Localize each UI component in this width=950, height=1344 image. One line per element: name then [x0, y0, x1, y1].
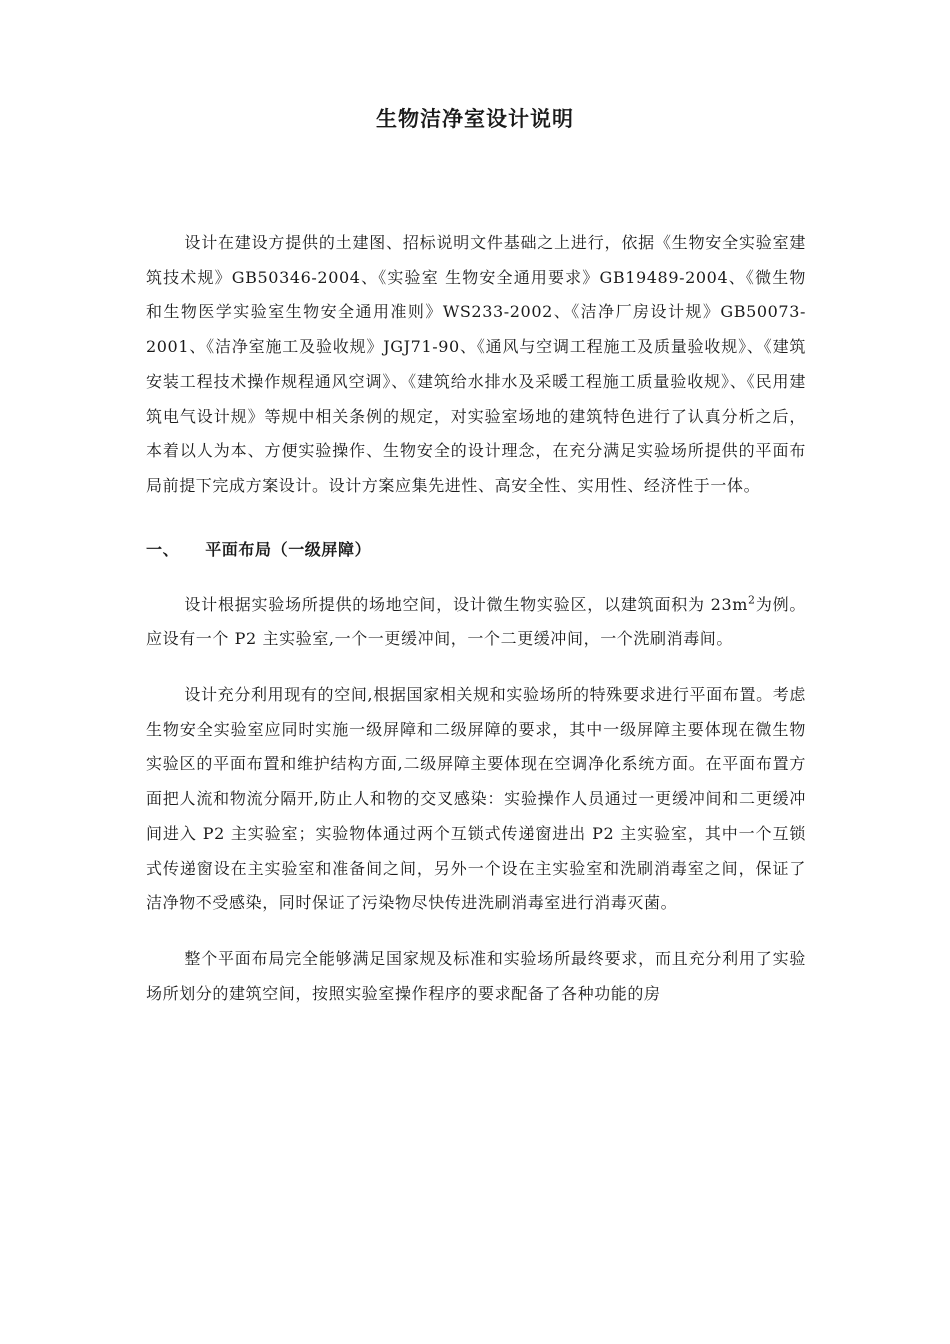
paragraph-layout-detail: 设计充分利用现有的空间,根据国家相关规和实验场所的特殊要求进行平面布置。考虑生物安全实验室应同时实施一级屏障和二级屏障的要求，其中一级屏障主要体现在微生物实验区的平面布置和维护结构方面,二级屏障主要体现在空调净化系统方面。在平面布置方面把人流和物流分隔开,防止人和物的交叉感染：实验操作人员通过一更缓冲间和二更缓冲间进入 P2 主实验室；实验物体通过两个互锁式传递窗进出 P2 主实验室，其中一个互锁式传递窗设在主实验室和准备间之间，另外一个设在主实验室和洗刷消毒室之间，保证了洁净物不受感染，同时保证了污染物尽快传进洗刷消毒室进行消毒灭菌。 — [146, 685, 806, 913]
paragraph-area-text-start: 设计根据实验场所提供的场地空间，设计微生物实验区，以建筑面积为 23m — [184, 594, 749, 614]
section-number: 一、 — [146, 539, 180, 559]
document-title: 生物洁净室设计说明 — [376, 107, 574, 131]
section-title: 平面布局（一级屏障） — [205, 539, 372, 559]
section-heading-layout — [146, 535, 806, 565]
area-unit-superscript: 2 — [748, 593, 756, 607]
paragraph-area — [146, 588, 806, 657]
paragraph-area-text-end: 为例。应设有一个 P2 主实验室,一个一更缓冲间，一个二更缓冲间，一个洗刷消毒间。 — [146, 594, 806, 649]
paragraph-design-basis: 设计在建设方提供的土建图、招标说明文件基础之上进行，依据《生物安全实验室建筑技术规》GB50346-2004、《实验室 生物安全通用要求》GB19489-2004、《微生物和生物医学实验室生物安全通用准则》WS233-2002、《洁净厂房设计规》GB50073-2001、《洁净室施工及验收规》JGJ71-90、《通风与空调工程施工及质量验收规》、《建筑安装工程技术操作规程通风空调》、《建筑给水排水及采暖工程施工质量验收规》、《民用建筑电气设计规》等规中相关条例的规定，对实验室场地的建筑特色进行了认真分析之后，本着以人为本、方便实验操作、生物安全的设计理念，在充分满足实验场所提供的平面布局前提下完成方案设计。设计方案应集先进性、高安全性、实用性、经济性于一体。 — [146, 233, 806, 495]
document-body — [146, 226, 806, 1011]
paragraph-layout-summary: 整个平面布局完全能够满足国家规及标准和实验场所最终要求，而且充分利用了实验场所划分的建筑空间，按照实验室操作程序的要求配备了各种功能的房 — [146, 948, 806, 1003]
